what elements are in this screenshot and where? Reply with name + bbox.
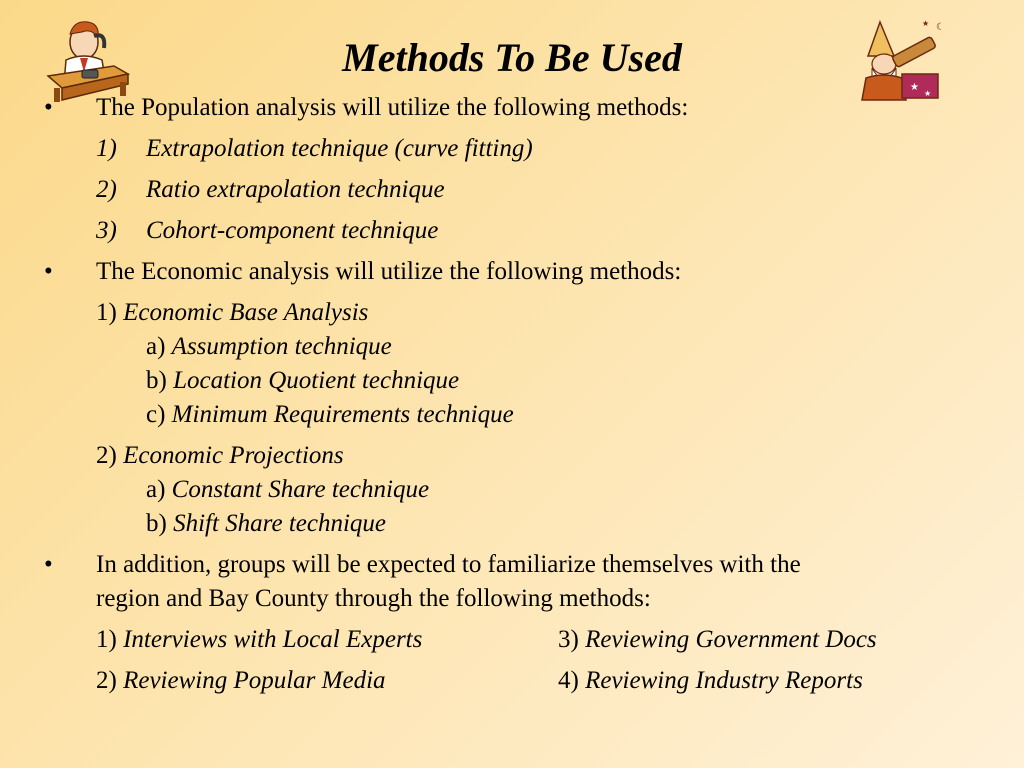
population-heading: The Population analysis will utilize the following methods: [96,94,689,121]
list-item: 2) Reviewing Popular Media [96,667,386,694]
list-item: 3) Cohort-component technique [96,217,439,244]
list-item: 1) Interviews with Local Experts [96,626,423,653]
list-item: a) Constant Share technique [146,476,430,503]
familiarize-heading-line1: In addition, groups will be expected to familiarize themselves with the [96,551,801,578]
list-item: b) Location Quotient technique [146,367,460,394]
list-item: 2) Economic Projections [96,442,344,469]
list-item: c) Minimum Requirements technique [146,401,514,428]
svg-text:★: ★ [924,89,932,98]
list-item: 1) Economic Base Analysis [96,299,369,326]
list-item: a) Assumption technique [146,333,392,360]
list-item: 1) Extrapolation technique (curve fitting) [96,135,533,162]
bullet-marker: • [44,94,53,121]
svg-text:★: ★ [910,82,919,93]
list-item: 4) Reviewing Industry Reports [558,667,863,694]
svg-text:☾: ☾ [936,22,945,33]
list-item: 3) Reviewing Government Docs [558,626,877,653]
list-item: 2) Ratio extrapolation technique [96,176,445,203]
bullet-marker: • [44,258,53,285]
page-title: Methods To Be Used [342,35,682,80]
bullet-marker: • [44,551,53,578]
familiarize-heading-line2: region and Bay County through the following methods: [96,585,651,612]
svg-text:★: ★ [922,19,930,28]
economic-heading: The Economic analysis will utilize the following methods: [96,258,682,285]
list-item: b) Shift Share technique [146,510,386,537]
